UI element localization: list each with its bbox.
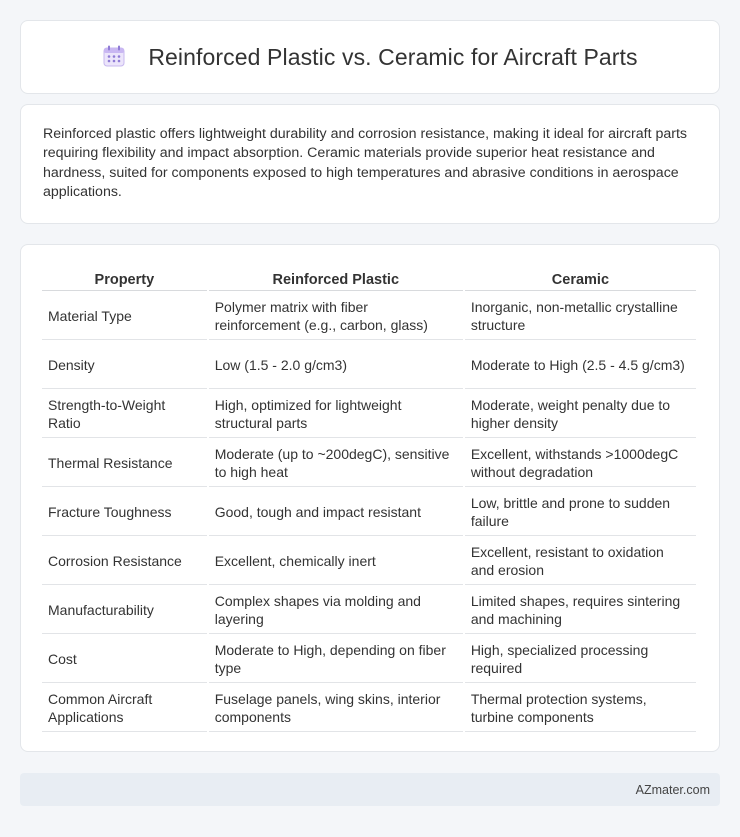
footer <box>20 773 720 806</box>
comparison-table-card <box>20 244 720 752</box>
reinforced-plastic-cell: Complex shapes via molding and layering <box>209 587 463 634</box>
table-row <box>42 489 696 536</box>
reinforced-plastic-cell: Moderate (up to ~200degC), sensitive to high heat <box>209 440 463 487</box>
reinforced-plastic-cell: Polymer matrix with fiber reinforcement (e.g., carbon, glass) <box>209 293 463 340</box>
reinforced-plastic-cell: Moderate to High, depending on fiber type <box>209 636 463 683</box>
table-row <box>42 636 696 683</box>
reinforced-plastic-cell: Fuselage panels, wing skins, interior components <box>209 685 463 732</box>
ceramic-cell: Limited shapes, requires sintering and machining <box>465 587 696 634</box>
property-cell: Strength-to-Weight Ratio <box>42 391 207 438</box>
column-header-property: Property <box>42 265 207 291</box>
comparison-table <box>40 263 698 734</box>
property-cell: Material Type <box>42 293 207 340</box>
property-cell: Corrosion Resistance <box>42 538 207 585</box>
reinforced-plastic-cell: High, optimized for lightweight structural parts <box>209 391 463 438</box>
table-row <box>42 293 696 340</box>
property-cell: Manufacturability <box>42 587 207 634</box>
title-card <box>20 20 720 94</box>
property-cell: Thermal Resistance <box>42 440 207 487</box>
column-header-ceramic: Ceramic <box>465 265 696 291</box>
reinforced-plastic-cell: Low (1.5 - 2.0 g/cm3) <box>209 342 463 389</box>
ceramic-cell: Thermal protection systems, turbine components <box>465 685 696 732</box>
description-text: Reinforced plastic offers lightweight durability and corrosion resistance, making it ideal for aircraft parts requiring flexibility and impact absorption. Ceramic materials provide superior heat resistance and hardness, suited for components exposed to high temperatures and abrasive conditions in aerospace applications. <box>43 126 687 201</box>
table-row <box>42 685 696 732</box>
ceramic-cell: Inorganic, non-metallic crystalline structure <box>465 293 696 340</box>
reinforced-plastic-cell: Good, tough and impact resistant <box>209 489 463 536</box>
table-row <box>42 440 696 487</box>
ceramic-cell: Excellent, resistant to oxidation and erosion <box>465 538 696 585</box>
ceramic-cell: Low, brittle and prone to sudden failure <box>465 489 696 536</box>
calendar-icon <box>102 44 126 68</box>
reinforced-plastic-cell: Excellent, chemically inert <box>209 538 463 585</box>
table-header-row <box>42 265 696 291</box>
ceramic-cell: High, specialized processing required <box>465 636 696 683</box>
property-cell: Common Aircraft Applications <box>42 685 207 732</box>
column-header-reinforced-plastic: Reinforced Plastic <box>209 265 463 291</box>
table-row <box>42 342 696 389</box>
ceramic-cell: Moderate to High (2.5 - 4.5 g/cm3) <box>465 342 696 389</box>
table-row <box>42 391 696 438</box>
property-cell: Density <box>42 342 207 389</box>
ceramic-cell: Excellent, withstands >1000degC without degradation <box>465 440 696 487</box>
footer-site-link[interactable]: AZmater.com <box>635 782 710 797</box>
page-title: Reinforced Plastic vs. Ceramic for Aircraft Parts <box>148 43 638 70</box>
property-cell: Cost <box>42 636 207 683</box>
ceramic-cell: Moderate, weight penalty due to higher density <box>465 391 696 438</box>
description-card <box>20 104 720 224</box>
table-row <box>42 587 696 634</box>
property-cell: Fracture Toughness <box>42 489 207 536</box>
table-row <box>42 538 696 585</box>
